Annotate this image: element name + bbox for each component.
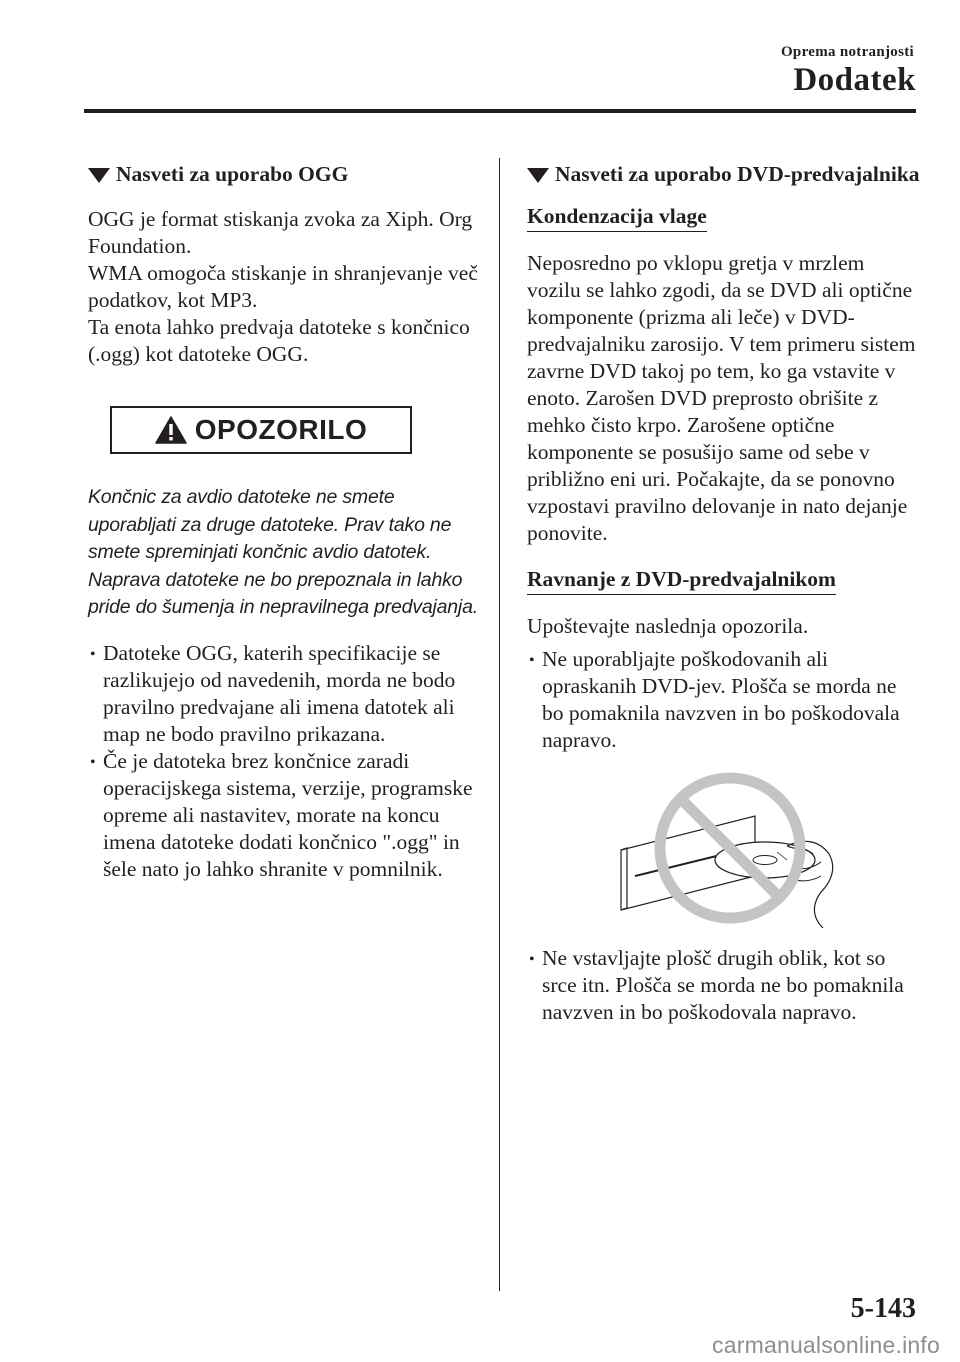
- watermark-text: carmanualsonline.info: [712, 1332, 940, 1358]
- bullet-dot-icon: •: [529, 652, 535, 669]
- column-divider: [499, 158, 500, 1291]
- ogg-paragraph-3: Ta enota lahko predvaja datoteke s končnico (.ogg) kot datoteke OGG.: [88, 315, 470, 366]
- page-number: 5-143: [850, 1293, 916, 1324]
- bullet-dot-icon: •: [529, 951, 535, 968]
- bullet-dot-icon: •: [90, 753, 96, 771]
- ogg-paragraph-1: OGG je format stiskanja zvoka za Xiph. Org Foundation.: [88, 207, 473, 258]
- warning-triangle-icon: [155, 416, 187, 444]
- ogg-paragraph-2: WMA omogoča stiskanje in shranjevanje več podatkov, kot MP3.: [88, 261, 478, 312]
- bullet-dot-icon: •: [90, 645, 96, 663]
- ogg-bullet-list: [88, 640, 482, 883]
- list-item: [527, 646, 922, 754]
- warning-box: [110, 406, 412, 454]
- dvd-bullet-list-2: [527, 945, 922, 1026]
- handling-paragraph: Upoštevajte naslednja opozorila.: [527, 614, 809, 638]
- moisture-paragraph: Neposredno po vklopu gretja v mrzlem vozilu se lahko zgodi, da se DVD ali optične komponente (prizma ali leče) v DVD-predvajalniku zarosijo. V tem primeru sistem zavrne DVD takoj po tem, ko ga vstavite v enoto. Zarošen DVD preprosto obrišite z mehko čisto krpo. Zarošene optične komponente se posušijo same od sebe v približno eni uri. Počakajte, da se ponovno vzpostavi pravilno delovanje in nato dejanje ponovite.: [527, 251, 916, 545]
- ogg-bullet-2-text: Če je datoteka brez končnice zaradi operacijskega sistema, verzije, programske opreme ali nastavitev, morate na koncu imena datoteke dodati končnico ".ogg" in šele nato jo lahko shranite v pomnilnik.: [103, 748, 473, 881]
- ogg-tips-heading: [88, 160, 482, 188]
- dvd-tips-heading: [527, 160, 922, 188]
- dvd-bullet-list-1: [527, 646, 922, 754]
- damaged-disc-prohibited-illustration: [617, 768, 843, 928]
- dvd-bullet-2-text: Ne vstavljajte plošč drugih oblik, kot so srce itn. Plošča se morda ne bo pomaknila navzven in bo poškodovala napravo.: [542, 946, 904, 1024]
- dvd-heading-text: Nasveti za uporabo DVD-predvajalnika: [555, 162, 920, 186]
- right-column: [527, 160, 922, 1026]
- header-rule: [84, 109, 916, 113]
- handling-subheading: Ravnanje z DVD-predvajalnikom: [527, 567, 836, 595]
- warning-text: Končnic za avdio datoteke ne smete uporabljati za druge datoteke. Prav tako ne smete spreminjati končnic avdio datotek. Naprava datoteke ne bo prepoznala in lahko pride do šumenja in nepravilnega predvajanja.: [88, 486, 478, 619]
- moisture-subheading: Kondenzacija vlage: [527, 204, 707, 232]
- ogg-bullet-1-text: Datoteke OGG, katerih specifikacije se razlikujejo od navedenih, morda ne bodo pravilno predvajane ali imena datotek ali map ne bodo pravilno prikazana.: [103, 640, 456, 746]
- dvd-bullet-1-text: Ne uporabljajte poškodovanih ali opraskanih DVD-jev. Plošča se morda ne bo pomaknila navzven in bo poškodovala napravo.: [542, 647, 900, 752]
- ogg-heading-text: Nasveti za uporabo OGG: [116, 162, 349, 186]
- header-section-title: Oprema notranjosti: [780, 44, 914, 60]
- header-chapter-title: Dodatek: [793, 62, 916, 98]
- list-item: [88, 748, 482, 883]
- left-column: [88, 160, 482, 883]
- list-item: [527, 945, 922, 1026]
- warning-label: OPOZORILO: [194, 414, 368, 445]
- triangle-marker-icon: [527, 168, 549, 183]
- list-item: [88, 640, 482, 748]
- triangle-marker-icon: [88, 168, 110, 183]
